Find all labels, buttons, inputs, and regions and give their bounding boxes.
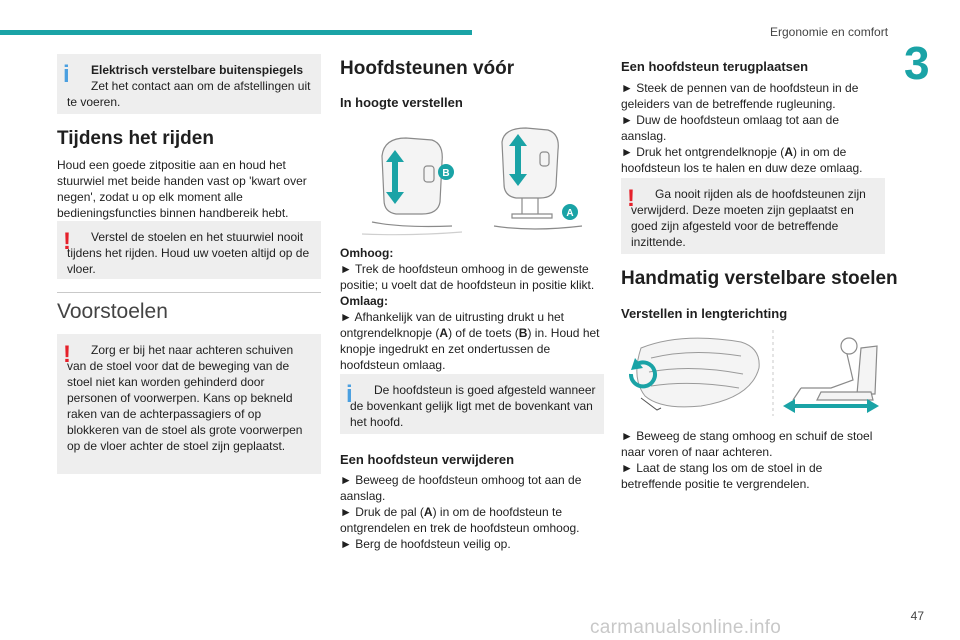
replace-warning-text: Ga nooit rijden als de hoofdsteunen zijn verwijderd. Deze moeten zijn geplaatst en goed zijn afgesteld voor de betreffende inzittende. [631,187,866,249]
replace-heading: Een hoofdsteun terugplaatsen [621,59,809,74]
driving-text: Houd een goede zitpositie aan en houd het stuurwiel met beide handen vast op 'kwart over negen', zodat u op elk moment alle bedieningsfuncties binnen handbereik hebt. [57,158,307,220]
replace-step-1: ► Steek de pennen van de hoofdsteun in de geleiders van de betreffende rugleuning. [621,81,859,111]
front-seats-warning-box [57,334,321,474]
manual-seats-heading: Handmatig verstelbare stoelen [621,268,898,289]
up-label: Omhoog: [340,246,394,260]
seat-occupant-drawing [793,338,877,400]
header-accent-bar [0,30,472,35]
remove-heading: Een hoofdsteun verwijderen [340,452,515,467]
remove-step-1: ► Beweeg de hoofdsteun omhoog tot aan de aanslag. [340,473,582,503]
watermark: carmanualsonline.info [590,617,782,638]
divider [57,292,321,293]
replace-warning-box [621,178,885,254]
section-label: Ergonomie en comfort [770,25,889,39]
mirrors-box-title: Elektrisch verstelbare buitenspiegels [91,63,304,77]
lengthwise-heading: Verstellen in lengterichting [621,306,788,321]
headrest-info-text: De hoofdsteun is goed afgesteld wanneer de bovenkant gelijk ligt met de bovenkant van het hoofd. [350,383,596,429]
headrest-illustration [362,122,592,238]
replace-step-3: ► Druk het ontgrendelknopje (A) in om de hoofdsteun los te halen en duw deze omlaag. [621,145,863,175]
lengthwise-arrow [783,399,879,413]
seat-lengthwise-illustration [621,328,883,418]
lengthwise-steps [621,428,883,492]
height-instructions [340,245,606,373]
lengthwise-step-2: ► Laat de stang los om de stoel in de betreffende positie te vergrendelen. [621,461,823,491]
remove-step-3: ► Berg de hoofdsteun veilig op. [340,537,511,551]
page-number: 47 [910,609,924,623]
lengthwise-step-1: ► Beweeg de stang omhoog en schuif de stoel naar voren of naar achteren. [621,429,873,459]
remove-step-2: ► Druk de pal (A) in om de hoofdsteun te ontgrendelen en trek de hoofdsteun omhoog. [340,505,580,535]
mirrors-box-text: Zet het contact aan om de afstellingen uit te voeren. [67,79,311,109]
down-text: ► Afhankelijk van de uitrusting drukt u het ontgrendelknopje (A) of de toets (B) in. Houd het knopje ingedrukt en zet ondertussen de hoofdsteun omlaag. [340,310,600,372]
replace-step-2: ► Duw de hoofdsteun omlaag tot aan de aanslag. [621,113,840,143]
driving-warning-text: Verstel de stoelen en het stuurwiel nooit tijdens het rijden. Houd uw voeten altijd op de vloer. [67,230,310,276]
driving-warning-box [57,221,321,279]
driving-heading: Tijdens het rijden [57,128,214,149]
down-label: Omlaag: [340,294,389,308]
headrest-info-box [340,374,604,434]
warning-icon: ! [63,228,71,255]
info-icon: i [346,381,353,408]
front-seats-warning-text: Zorg er bij het naar achteren schuiven van de stoel voor dat de beweging van de stoel niet kan worden gehinderd door personen of voorwerpen. Kans op bekneld raken van de achterpassagiers of op blokkeren van de stoel als grote voorwerpen op de vloer achter de stoel zijn geplaatst. [67,343,303,453]
front-seats-heading: Voorstoelen [57,300,168,323]
chapter-number: 3 [904,37,930,89]
mirrors-info-box [57,54,321,114]
info-icon: i [63,61,70,88]
label-b: B [442,168,450,179]
headrest-heading: Hoofdsteunen vóór [340,58,515,79]
warning-icon: ! [63,341,71,368]
remove-steps [340,472,602,552]
headrest-left [362,138,462,235]
label-a: A [566,208,574,219]
replace-steps [621,80,886,192]
height-subheading: In hoogte verstellen [340,95,463,110]
warning-icon: ! [627,185,635,212]
up-text: ► Trek de hoofdsteun omhoog in de gewenste positie; u voelt dat de hoofdsteun in positie klikt. [340,262,595,292]
